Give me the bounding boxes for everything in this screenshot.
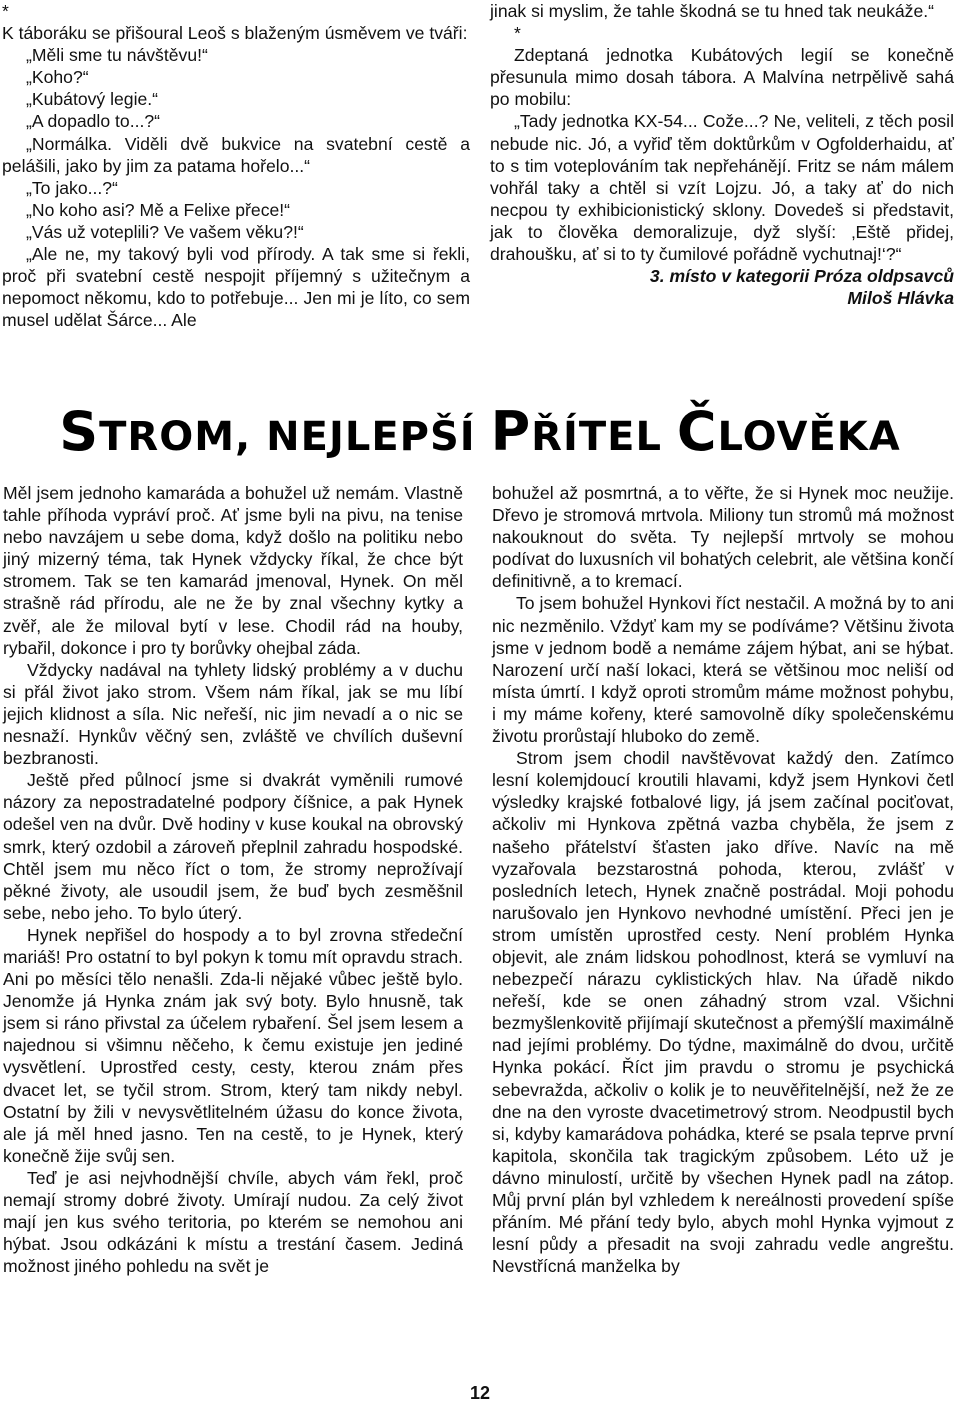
article-title: STROM, NEJLEPŠÍ PŘÍTEL ČLOVĚKA bbox=[59, 400, 901, 463]
section-separator: * bbox=[514, 23, 521, 44]
paragraph: „Tady jednotka KX-54... Cože...? Ne, veliteli, z těch posil nebude nic. Jó, a vyřiď těm doktůrkům v Ogfolderhaidu, ať to s tim voteplováním tak nepřehánějí. Fritz se nám málem vohřál taky a chtěl si vzít Lojzu. Jó, a taky ať do nich necpou ty exhibicionistický sklony. Dovedeš si představit, jak to člověka demoralizuje, dyž slyší: ‚Eště přidej, drahoušku, ať si to ty čumilové pořádně vychutnaj!‘?“ bbox=[490, 111, 954, 265]
paragraph: Ještě před půlnocí jsme si dvakrát vyměnili rumové názory za nepostradatelné podpory číšnice, a pak Hynek odešel ven na dvůr. Dvě hodiny v kuse koukal na obrovský smrk, který ozdobil a zároveň přeplnil zahradu hospodské. Chtěl jsem mu něco říct o tom, že stromy neprožívají pěkné životy, ale usoudil jsem, že buď bych zesměšnil sebe, nebo jeho. To bylo úterý. bbox=[3, 770, 463, 923]
page-number: 12 bbox=[469, 1383, 491, 1403]
paragraph: K táboráku se přišoural Leoš s blaženým úsměvem ve tváři: bbox=[2, 23, 468, 44]
article-right-column bbox=[492, 482, 954, 1277]
dialogue-line: „No koho asi? Mě a Felixe přece!“ bbox=[26, 199, 291, 220]
author-name: Miloš Hlávka bbox=[847, 288, 954, 309]
dialogue-line: „Měli sme tu návštěvu!“ bbox=[26, 45, 208, 66]
paragraph: Teď je asi nejvhodnější chvíle, abych vám řekl, proč nemají stromy dobré životy. Umírají nudou. Za celý život mají jen kus svého teritoria, po kterém se nemohou ani hýbat. Jsou odkázáni k místu a trestání časem. Jediná možnost jiného pohledu na svět je bbox=[3, 1167, 463, 1277]
dialogue-line: „Kubátový legie.“ bbox=[26, 89, 159, 110]
paragraph: Vždycky nadával na tyhlety lidský problémy a v duchu si přál život jako strom. Všem nám říkal, jak se mu líbí jejich klidnost a síla. Nic neřeší, nic jim nevadí a o nic se nesnaží. Hynkův věčný sen, zvláště ve chvílích duševní bezbranosti. bbox=[3, 659, 463, 769]
paragraph: Hynek nepřišel do hospody a to byl zrovna středeční mariáš! Pro ostatní to byl pokyn k tomu mít opravdu strach. Ani po měsíci tělo nenašli. Zda-li nějaké vůbec ještě bylo. Jenomže já Hynka znám jak svý boty. Bylo hnusně, tak jsem si ráno přivstal za účelem rybaření. Šel jsem lesem a najednou si všimnu něčeho, k čemu existuje jen jediné vysvětlení. Uprostřed cesty, cesty, kterou znám přes dvacet let, se tyčil strom. Strom, který tam nikdy nebyl. Ostatní by žili v nevysvětlitelném úžasu do konce života, ale já měl hned jasno. Ten na cestě, to je Hynek, který konečně žije svůj sen. bbox=[3, 924, 463, 1166]
dialogue-line: „Vás už voteplili? Ve vašem věku?!“ bbox=[26, 221, 304, 242]
dialogue-line: „Koho?“ bbox=[26, 67, 89, 88]
article-left-column bbox=[3, 482, 463, 1277]
paragraph: Měl jsem jednoho kamaráda a bohužel už nemám. Vlastně tahle příhoda vypráví proč. Ať jsme byli na pivu, na tenise nebo navzájem u sebe doma, když došlo na politiku nebo jiný mizerný téma, tak Hynek vždycky říkal, že chce být stromem. Tak se ten kamarád jmenoval, Hynek. On měl strašně rád přírodu, ale ne že by znal všechny kytky a zvěř, ale že miloval bytí v lese. Chodil rád na houby, rybařil, dokonce i pro ty borůvky ohejbal záda. bbox=[3, 483, 463, 658]
dialogue-line: „Ale ne, my takový byli vod přírody. A tak sme si řekli, proč při svatební cestě nespojit příjemný s užitečnym a nepomoct někomu, kdo to potřebuje... Jen mi je líto, co sem musel udělat Šárce... Ale bbox=[2, 244, 470, 331]
paragraph: To jsem bohužel Hynkovi říct nestačil. A možná by to ani nic nezměnilo. Vždyť kam my se podíváme? Většinu života jsme v jednom bodě a nemáme zájem hýbat, ani se hýbat. Narození určí naší lokaci, která se většinou moc neliší od místa úmrtí. I když oproti stromům máme možnost pohybu, i my máme kořeny, které samovolně díky společenskému životu prorůstají hluboko do země. bbox=[492, 593, 954, 747]
award-line: 3. místo v kategorii Próza oldpsavců bbox=[649, 266, 954, 287]
paragraph: jinak si myslim, že tahle škodná se tu hned tak neukáže.“ bbox=[490, 1, 934, 21]
paragraph: Zdeptaná jednotka Kubátových legií se konečně přesunula mimo dosah tábora. A Malvína netrpělivě sahá po mobilu: bbox=[490, 45, 954, 110]
story-top-right-column bbox=[490, 0, 954, 309]
section-separator: * bbox=[2, 1, 9, 21]
dialogue-line: „Normálka. Viděli dvě bukvice na svatební cestě a pelášili, jako by jim za patama hořelo...“ bbox=[2, 133, 470, 176]
paragraph: Strom jsem chodil navštěvovat každý den. Zatímco lesní kolemjdoucí kroutili hlavami, když jsem Hynkovi četl výsledky krajské fotbalové ligy, já jsem začínal pociťovat, ačkoliv mi Hynkova zpětná vazba chyběla, že jsem z našeho přátelství šťasten jako dříve. Navíc na mě vyzařovala bezstarostná pohoda, kterou, zvlášť v posledních letech, Hynek značně postrádal. Moji pohodu narušovalo jen Hynkovo nevhodné umístění. Přeci jen je strom umístěn uprostřed cesty. Není problém Hynka objevit, ale znám lidskou pohodlnost, která se vymluví na nebezpečí nárazu cyklistických hlav. Na úřadě nikdo neřeší, kde se onen záhadný strom vzal. Všichni bezmyšlenkovitě přijímají skutečnost a přemýšlí maximálně nad jejími problémy. Do týdne, maximálně do dvou, určitě Hynka pokácí. Říct jim pravdu o stromu je psychická sebevražda, ačkoliv o kolik je to neuvěřitelnější, než že ze dne na den vyroste dvacetimetrový strom. Neodpustil bych si, kdyby kamarádova pohádka, které se psala teprve první kapitola, skončila tak tragickým způsobem. Léto už je dávno minulostí, určitě by všechen Hynek padl na zátop. Můj první plán byl vzhledem k nereálnosti provedení spíše přáním. Mé přání tedy bylo, abych mohl Hynka vyjmout z lesní půdy a přesadit na svoji zahradu vedle angreštu. Nevstřícná manželka by bbox=[492, 748, 954, 1277]
story-top-left-column bbox=[2, 0, 470, 331]
paragraph: bohužel až posmrtná, a to věřte, že si Hynek moc neužije. Dřevo je stromová mrtvola. Miliony tun stromů má možnost nakouknout do světa. Ty nejlepší mrtvoly se mohou podívat do luxusních vil bohatých celebrit, ale většina končí definitivně, a to kremací. bbox=[492, 483, 954, 592]
dialogue-line: „A dopadlo to...?“ bbox=[26, 111, 160, 132]
dialogue-line: „To jako...?“ bbox=[26, 177, 118, 198]
